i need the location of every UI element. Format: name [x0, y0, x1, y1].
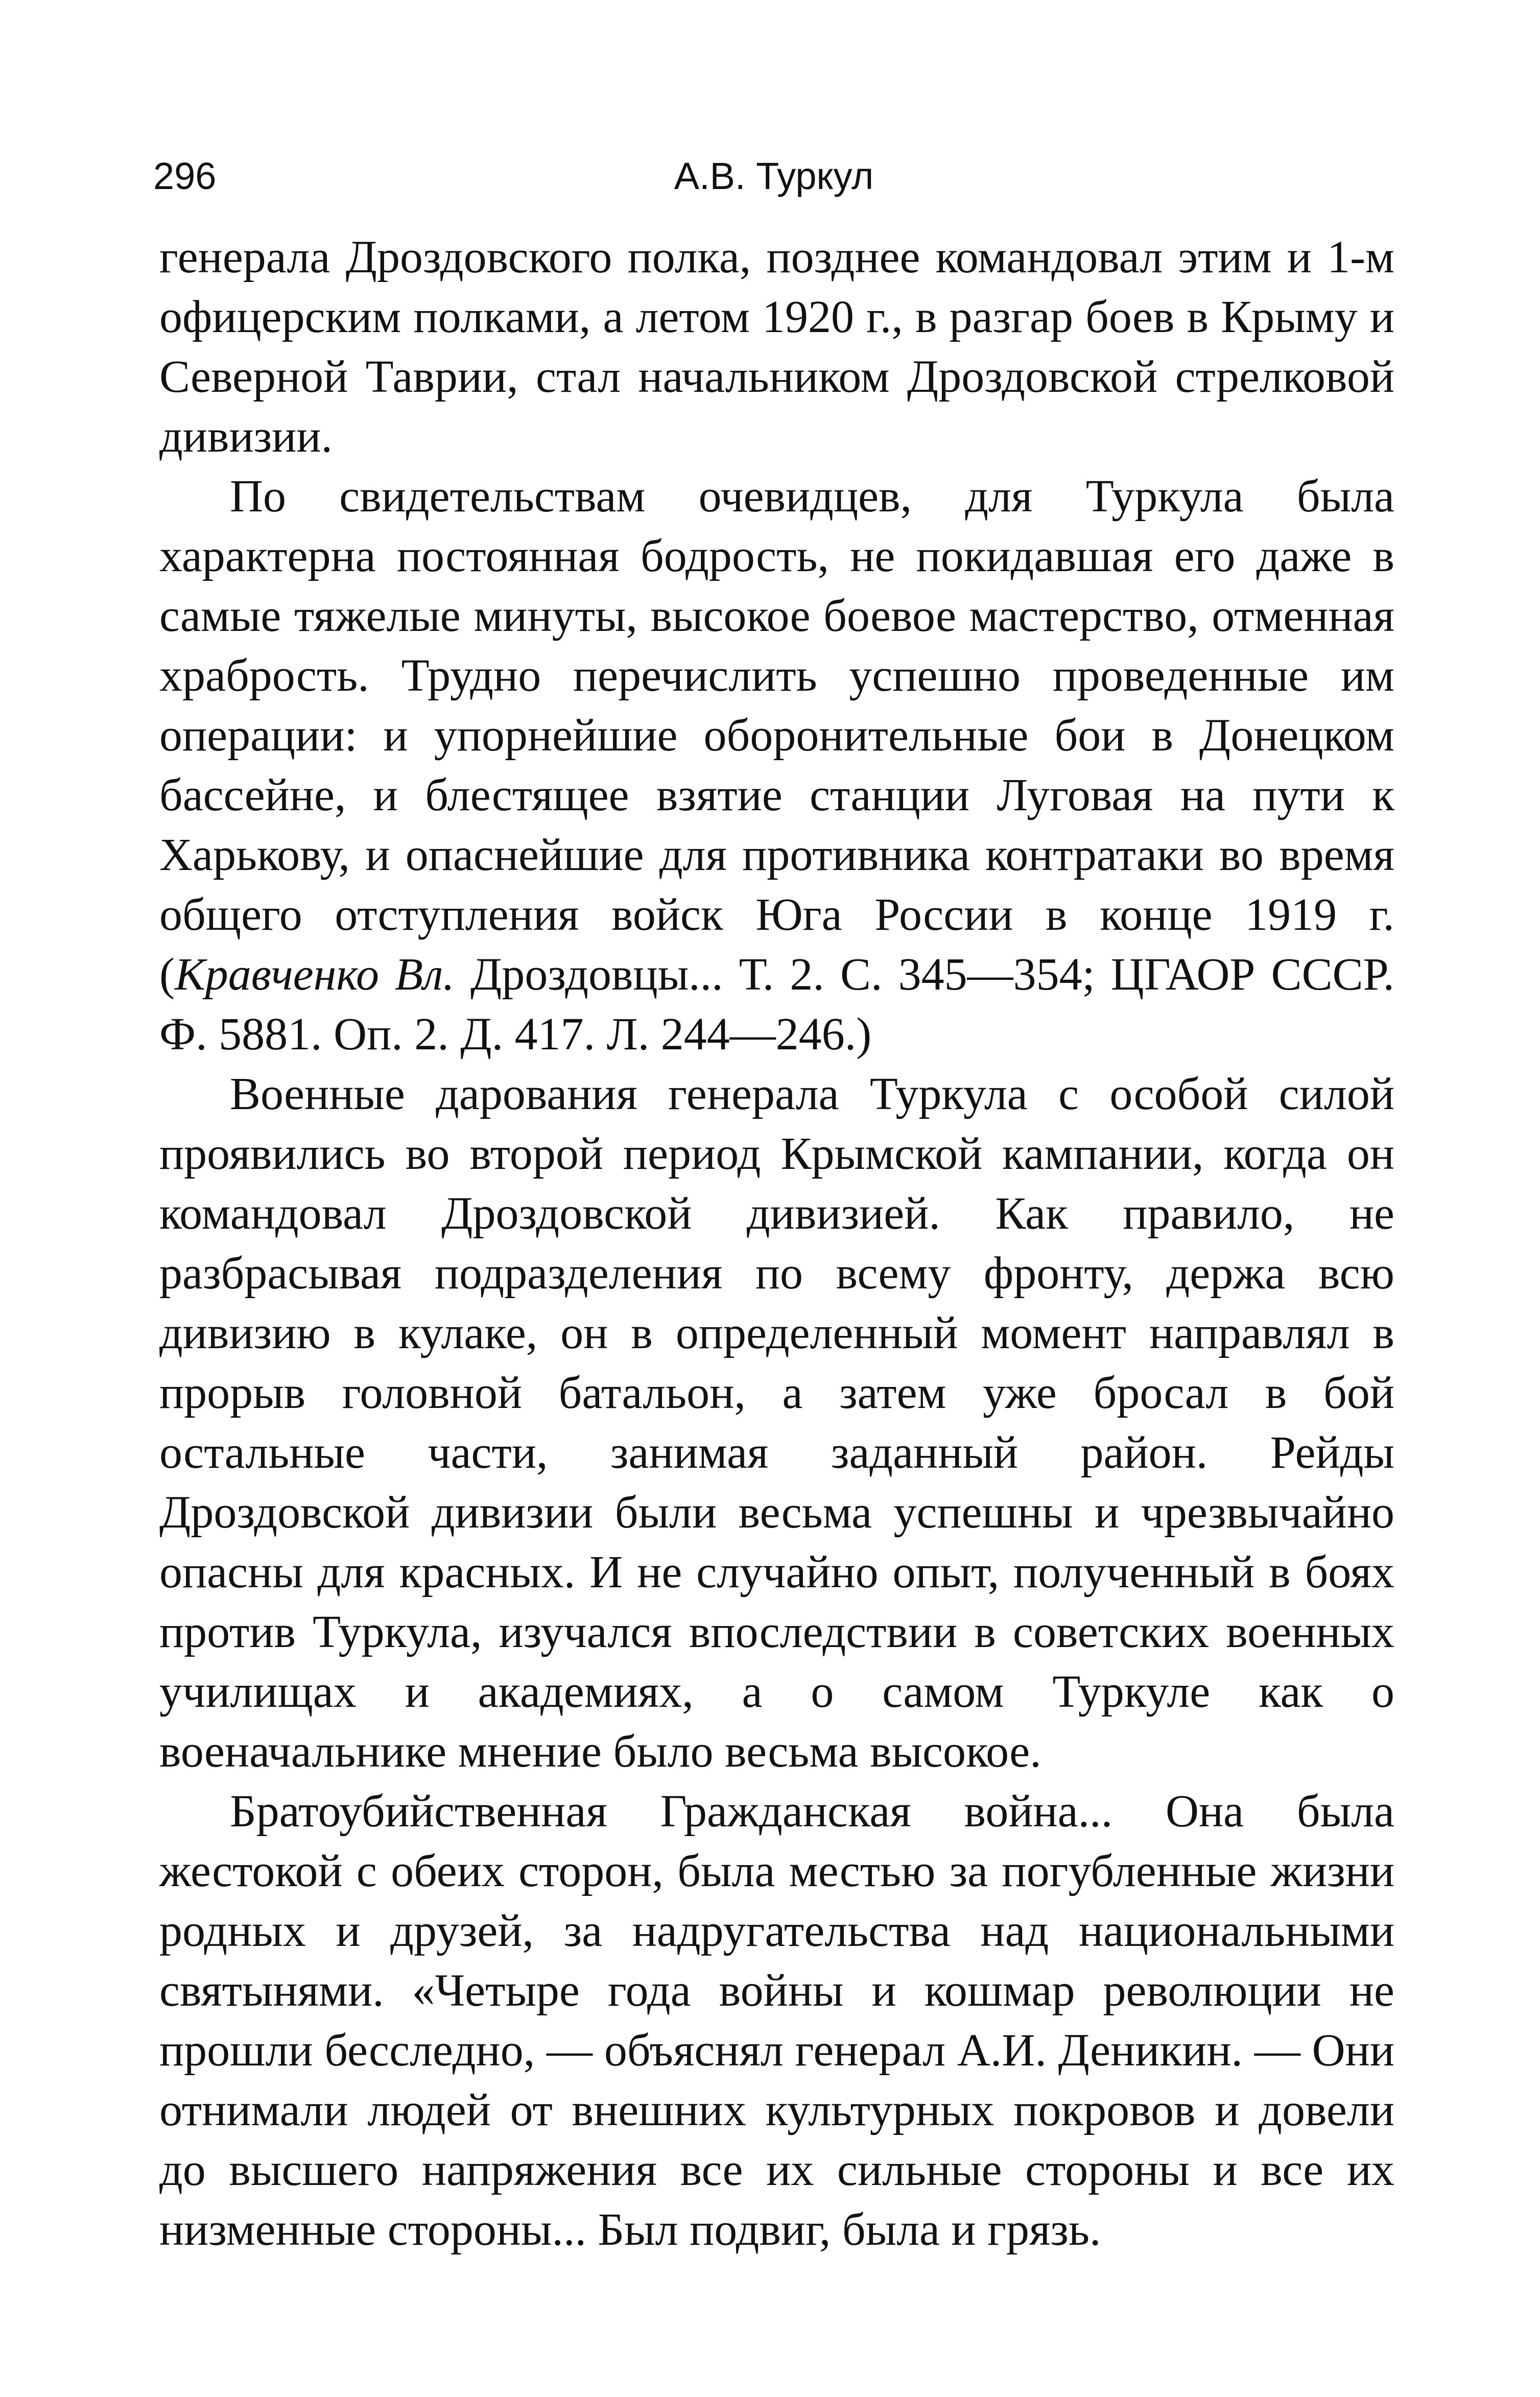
paragraph-continued: генерала Дроздовского полка, позднее командовал этим и 1-м офицерским полками, а летом 1920 г., в разгар боев в Крыму и Северной Таврии, стал начальником Дроздовской стрелковой дивизии. — [159, 232, 1394, 462]
paragraph-testimonies — [159, 466, 1394, 1064]
page-number: 296 — [153, 155, 217, 197]
citation-author: Кравченко Вл. — [174, 949, 455, 1000]
paragraph-military-talent: Военные дарования генерала Туркула с особой силой проявились во второй период Крымской кампании, когда он командовал Дроздовской дивизией. Как правило, не разбрасывая подразделения по всему фронту, держа всю дивизию в кулаке, он в определенный момент направлял в прорыв головной батальон, а затем уже бросал в бой остальные части, занимая заданный район. Рейды Дроздовской дивизии были весьма успешны и чрезвычайно опасны для красных. И не случайно опыт, полученный в боях против Туркула, изучался впоследствии в советских военных училищах и академиях, а о самом Туркуле как о военачальнике мнение было весьма высокое. — [159, 1069, 1394, 1777]
paragraph-text: По свидетельствам очевидцев, для Туркула была характерна постоянная бодрость, не покидавшая его даже в самые тяжелые минуты, высокое боевое мастерство, отменная храбрость. Трудно перечислить успешно проведенные им операции: и упорнейшие оборонительные бои в Донецком бассейне, и блестящее взятие станции Луговая на пути к Харькову, и опаснейшие для противника контратаки во время общего отступления войск Юга России в конце 1919 г. ( — [159, 471, 1394, 1000]
running-head-title: А.В. Туркул — [674, 155, 874, 197]
citation-reference: Дроздовцы... Т. 2. С. 345—354; ЦГАОР СССР. Ф. 5881. Оп. 2. Д. 417. Л. 244—246.) — [159, 949, 1394, 1060]
running-head — [153, 146, 1394, 207]
body-text — [159, 227, 1394, 2260]
paragraph-civil-war: Братоубийственная Гражданская война... Она была жестокой с обеих сторон, была местью за погубленные жизни родных и друзей, за надругательства над национальными святынями. «Четыре года войны и кошмар революции не прошли бесследно, — объяснял генерал А.И. Деникин. — Они отнимали людей от внешних культурных покровов и довели до высшего напряжения все их сильные стороны и все их низменные стороны... Был подвиг, была и грязь. — [159, 1786, 1394, 2255]
